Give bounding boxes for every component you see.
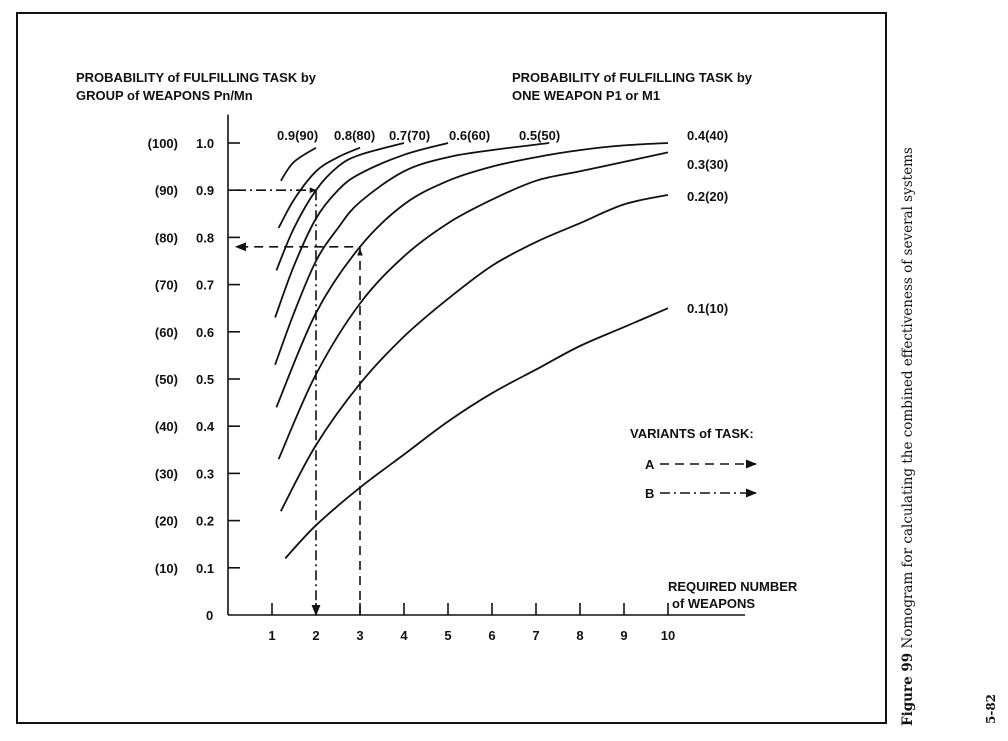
series-label-0.3(30): 0.3(30) xyxy=(687,157,729,172)
series-label-0.9(90): 0.9(90) xyxy=(277,128,319,143)
series-label-0.8(80): 0.8(80) xyxy=(334,128,376,143)
x-tick-label-2: 3 xyxy=(356,628,364,643)
series-label-0.5(50): 0.5(50) xyxy=(519,128,561,143)
y-tick-label-3: 0.3 xyxy=(196,466,215,482)
figure-caption-label: Figure 99 xyxy=(900,652,916,726)
x-tick-label-1: 2 xyxy=(312,628,320,643)
figure-caption-text: Nomogram for calculating the combined effectiveness of several systems xyxy=(900,147,916,653)
y-tick-label-5: 0.5 xyxy=(196,372,215,387)
x-tick-label-9: 10 xyxy=(660,628,676,643)
series-label-0.2(20): 0.2(20) xyxy=(687,189,729,204)
right-title-line-1: PROBABILITY of FULFILLING TASK by xyxy=(512,70,753,85)
y-tick-label-9: 0.9 xyxy=(196,183,215,199)
curve-0.6(60) xyxy=(275,143,448,318)
y-tick-label-8: 0.8 xyxy=(196,230,215,246)
variant-B-path xyxy=(236,190,316,615)
y-tick-label-7: 0.7 xyxy=(196,277,215,293)
y-tick-label-2: 0.2 xyxy=(196,513,215,529)
right-title-line-2: ONE WEAPON P1 or M1 xyxy=(512,88,661,103)
variant-a-label: A xyxy=(645,457,655,472)
x-tick-label-6: 7 xyxy=(532,628,540,643)
x-tick-label-8: 9 xyxy=(620,628,628,643)
variants-title: VARIANTS of TASK: xyxy=(630,426,754,441)
y-percent-label-6: (60) xyxy=(154,324,178,340)
variant-b-label: B xyxy=(645,486,655,501)
y-tick-label-0: 0 xyxy=(206,608,214,623)
series-label-0.4(40): 0.4(40) xyxy=(687,128,729,143)
x-tick-label-4: 5 xyxy=(444,628,452,643)
y-tick-label-10: 1.0 xyxy=(196,136,215,151)
series-label-0.1(10): 0.1(10) xyxy=(687,301,729,316)
curve-0.2(20) xyxy=(281,195,668,511)
series-label-0.7(70): 0.7(70) xyxy=(389,128,431,143)
curve-0.1(10) xyxy=(285,308,668,558)
left-title-line-1: PROBABILITY of FULFILLING TASK by xyxy=(76,70,317,85)
y-percent-label-4: (40) xyxy=(154,419,178,435)
curve-0.4(40) xyxy=(276,143,668,407)
y-percent-label-8: (80) xyxy=(154,230,178,246)
y-tick-label-1: 0.1 xyxy=(196,560,215,576)
y-percent-label-3: (30) xyxy=(154,466,178,482)
x-tick-label-7: 8 xyxy=(576,628,584,643)
x-tick-label-0: 1 xyxy=(268,628,276,643)
y-percent-label-7: (70) xyxy=(154,277,178,293)
y-percent-label-5: (50) xyxy=(154,372,178,387)
y-tick-label-4: 0.4 xyxy=(196,419,215,435)
x-axis-label-line-2: of WEAPONS xyxy=(672,596,756,611)
figure-caption xyxy=(900,147,916,726)
left-title-line-2: GROUP of WEAPONS Pn/Mn xyxy=(76,88,253,103)
series-label-0.6(60): 0.6(60) xyxy=(449,128,491,143)
page-number: 5-82 xyxy=(984,693,998,724)
x-tick-label-5: 6 xyxy=(488,628,496,643)
y-percent-label-2: (20) xyxy=(154,513,178,529)
y-percent-label-10: (100) xyxy=(147,136,178,151)
y-percent-label-1: (10) xyxy=(154,560,178,576)
x-tick-label-3: 4 xyxy=(400,628,408,643)
y-percent-label-9: (90) xyxy=(154,183,178,199)
x-axis-label-line-1: REQUIRED NUMBER xyxy=(668,579,798,594)
y-tick-label-6: 0.6 xyxy=(196,324,215,340)
